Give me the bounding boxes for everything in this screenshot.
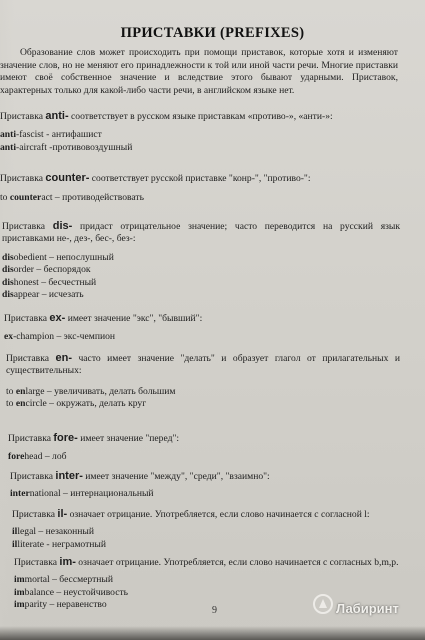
- prefix-label: fore-: [53, 432, 78, 444]
- example-line: ex-champion – экс-чемпион: [4, 331, 116, 343]
- page-number: 9: [212, 605, 217, 616]
- example-line: international – интернациональный: [10, 488, 154, 500]
- section-heading: Приставка im- означает отрицание. Употребляется, если слово начинается с согласных b,m,p.: [14, 556, 399, 568]
- intro-text: Образование слов может происходить при помощи приставок, которые хотя и изменяют значение слов, но не меняют его принадлежности к той или иной части речи. Многие приставки имеют своё собственное значение и вследствие этого бывают ударными. Приставок, характерных только для какой-либо части речи, в английском языке нет.: [0, 47, 398, 96]
- example-line: disorder – беспорядок: [2, 264, 91, 276]
- labirint-logo-icon: [312, 593, 334, 615]
- section-fore: [8, 432, 400, 464]
- example-line: forehead – лоб: [8, 451, 67, 463]
- example-line: disappear – исчезать: [2, 289, 84, 301]
- example-line: to encircle – окружать, делать круг: [6, 398, 147, 410]
- example-line: immortal – бессмертный: [14, 574, 113, 586]
- section-heading: Приставка dis- придаст отрицательное значение; часто переводится на русский язык приставками не-, дез-, бес-, без-:: [2, 220, 401, 245]
- page-title: ПРИСТАВКИ (PREFIXES): [120, 25, 305, 41]
- section-heading: Приставка inter- имеет значение "между", "среди", "взаимно":: [10, 470, 270, 482]
- section-heading: Приставка fore- имеет значение "перед":: [8, 432, 180, 444]
- section-anti: [0, 110, 400, 154]
- page-edge-shadow: [0, 626, 425, 640]
- prefix-label: en-: [55, 352, 72, 364]
- section-heading: Приставка anti- соответствует в русском языке приставкам «противо-», «анти-»:: [0, 110, 333, 122]
- example-line: to enlarge – увеличивать, делать большим: [6, 385, 176, 397]
- prefix-label: im-: [59, 556, 76, 568]
- example-line: anti-aircraft -противовоздушный: [0, 141, 133, 153]
- section-dis: [2, 220, 400, 301]
- example-line: to counteract – противодействовать: [0, 192, 144, 204]
- example-line: disobedient – непослушный: [2, 251, 114, 263]
- prefix-label: ex-: [49, 312, 66, 324]
- example-line: dishonest – бесчестный: [2, 276, 97, 288]
- section-heading: Приставка counter- соответствует русской приставке "конр-", "противо-":: [0, 172, 311, 184]
- example-line: illiterate - неграмотный: [12, 538, 106, 550]
- prefix-label: inter-: [55, 470, 83, 482]
- section-en: [6, 352, 400, 411]
- example-line: imparity – неравенство: [14, 599, 107, 611]
- example-line: illegal – незаконный: [12, 526, 94, 538]
- prefix-label: counter-: [45, 172, 90, 184]
- prefix-label: dis-: [52, 220, 73, 232]
- section-inter: [10, 470, 400, 501]
- example-line: anti-fascist - антифашист: [0, 129, 102, 141]
- section-ex: [4, 312, 400, 344]
- example-line: imbalance – неустойчивость: [14, 586, 129, 598]
- intro-paragraph: [0, 47, 398, 97]
- watermark-text: Лабиринт: [336, 601, 399, 616]
- section-il: [12, 508, 402, 551]
- section-heading: Приставка en- часто имеет значение "делать" и образует глагол от прилагательных и существительных:: [6, 352, 400, 377]
- section-counter: [0, 172, 400, 205]
- section-heading: Приставка il- означает отрицание. Употребляется, если слово начинается с согласной l:: [12, 508, 370, 520]
- prefix-label: anti-: [45, 110, 69, 122]
- section-heading: Приставка ex- имеет значение "экс", "бывший":: [4, 312, 203, 324]
- prefix-label: il-: [57, 508, 68, 520]
